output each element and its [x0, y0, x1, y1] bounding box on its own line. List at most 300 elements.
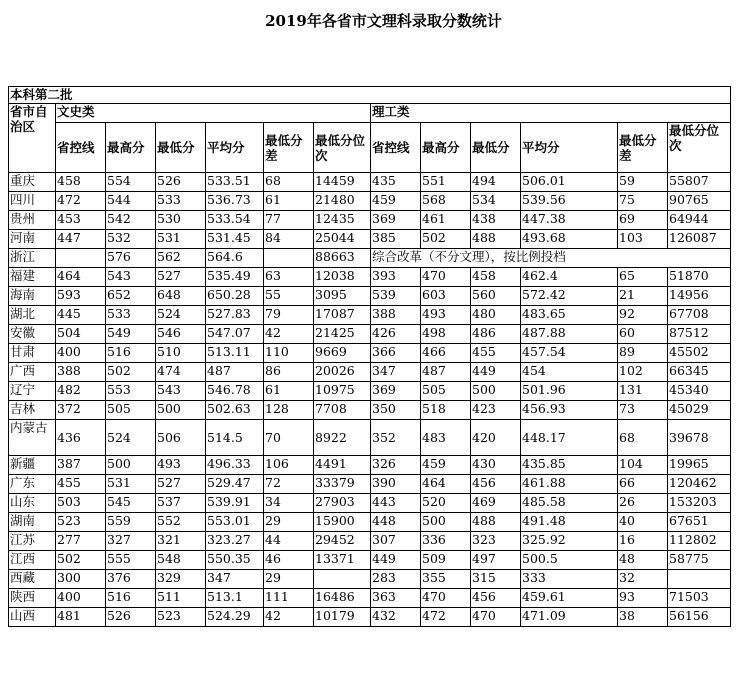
wen-cell: 44	[264, 532, 314, 551]
li-cell: 355	[421, 570, 471, 589]
wen-cell: 533.54	[206, 211, 264, 230]
li-min-header: 最低分	[471, 123, 521, 173]
wen-cell: 10179	[314, 608, 371, 627]
wen-cell: 329	[156, 570, 206, 589]
li-cell: 65	[618, 268, 668, 287]
li-cell: 60	[618, 325, 668, 344]
li-cell: 38	[618, 608, 668, 627]
table-row	[9, 532, 731, 551]
group-header-row	[9, 104, 731, 123]
li-cell: 68	[618, 420, 668, 456]
li-cell: 73	[618, 401, 668, 420]
li-cell: 454	[521, 363, 618, 382]
province-cell: 西藏	[9, 570, 56, 589]
li-cell: 336	[421, 532, 471, 551]
wen-cell: 531	[106, 475, 156, 494]
wen-cell: 111	[264, 589, 314, 608]
wen-cell: 300	[56, 570, 106, 589]
wen-cell	[264, 249, 314, 268]
wen-cell: 68	[264, 173, 314, 192]
wen-cell: 14459	[314, 173, 371, 192]
li-cell: 500	[421, 513, 471, 532]
wen-cell: 29	[264, 513, 314, 532]
li-cell: 498	[421, 325, 471, 344]
province-cell: 山东	[9, 494, 56, 513]
table-row	[9, 382, 731, 401]
li-cell: 120462	[668, 475, 731, 494]
wen-cell: 21425	[314, 325, 371, 344]
wen-cell: 500	[106, 456, 156, 475]
wen-cell: 576	[106, 249, 156, 268]
li-cell: 16	[618, 532, 668, 551]
li-cell: 420	[471, 420, 521, 456]
li-cell: 486	[471, 325, 521, 344]
li-cell: 456	[471, 589, 521, 608]
li-cell: 67708	[668, 306, 731, 325]
li-cell: 539	[371, 287, 421, 306]
li-cell: 45340	[668, 382, 731, 401]
li-cell: 483.65	[521, 306, 618, 325]
li-cell: 487	[421, 363, 471, 382]
province-cell: 江西	[9, 551, 56, 570]
wen-cell: 376	[106, 570, 156, 589]
province-cell: 内蒙古	[9, 420, 56, 456]
table-row	[9, 211, 731, 230]
wen-cell: 652	[106, 287, 156, 306]
wen-cell: 527	[156, 268, 206, 287]
li-cell: 457.54	[521, 344, 618, 363]
wen-cell: 42	[264, 608, 314, 627]
wen-cell: 327	[106, 532, 156, 551]
li-cell: 363	[371, 589, 421, 608]
li-cell: 366	[371, 344, 421, 363]
li-cell: 14956	[668, 287, 731, 306]
liberal-arts-header: 文史类	[56, 104, 371, 123]
reform-note-cell: 综合改革（不分文理），按比例投档	[371, 249, 731, 268]
wen-cell: 506	[156, 420, 206, 456]
li-cell: 471.09	[521, 608, 618, 627]
li-cell: 487.88	[521, 325, 618, 344]
wen-cell: 70	[264, 420, 314, 456]
wen-cell: 12435	[314, 211, 371, 230]
li-cell: 323	[471, 532, 521, 551]
table-row	[9, 570, 731, 589]
li-cell: 350	[371, 401, 421, 420]
wen-control-line-header: 省控线	[56, 123, 106, 173]
wen-cell: 61	[264, 192, 314, 211]
li-cell: 58775	[668, 551, 731, 570]
li-cell: 447.38	[521, 211, 618, 230]
wen-cell: 55	[264, 287, 314, 306]
li-cell: 438	[471, 211, 521, 230]
li-rank-header: 最低分位次	[668, 123, 731, 173]
li-cell: 102	[618, 363, 668, 382]
wen-cell: 544	[106, 192, 156, 211]
table-row	[9, 344, 731, 363]
li-cell: 385	[371, 230, 421, 249]
wen-cell: 388	[56, 363, 106, 382]
wen-cell: 524	[106, 420, 156, 456]
li-cell: 539.56	[521, 192, 618, 211]
wen-cell: 542	[106, 211, 156, 230]
li-cell: 449	[371, 551, 421, 570]
wen-cell: 514.5	[206, 420, 264, 456]
province-cell: 湖北	[9, 306, 56, 325]
li-cell: 326	[371, 456, 421, 475]
wen-cell: 8922	[314, 420, 371, 456]
wen-cell: 533.51	[206, 173, 264, 192]
table-row	[9, 551, 731, 570]
province-cell: 陕西	[9, 589, 56, 608]
wen-cell: 63	[264, 268, 314, 287]
li-cell: 66345	[668, 363, 731, 382]
li-cell: 430	[471, 456, 521, 475]
li-cell: 509	[421, 551, 471, 570]
li-cell: 520	[421, 494, 471, 513]
wen-cell: 27903	[314, 494, 371, 513]
wen-cell: 552	[156, 513, 206, 532]
wen-cell: 10975	[314, 382, 371, 401]
wen-cell: 46	[264, 551, 314, 570]
wen-cell: 545	[106, 494, 156, 513]
li-cell: 112802	[668, 532, 731, 551]
li-cell: 131	[618, 382, 668, 401]
wen-cell: 29452	[314, 532, 371, 551]
wen-cell: 493	[156, 456, 206, 475]
li-cell: 449	[471, 363, 521, 382]
li-cell: 56156	[668, 608, 731, 627]
li-cell: 488	[471, 230, 521, 249]
wen-cell: 555	[106, 551, 156, 570]
table-row	[9, 456, 731, 475]
table-row	[9, 192, 731, 211]
li-cell: 470	[421, 268, 471, 287]
wen-cell: 29	[264, 570, 314, 589]
li-cell: 443	[371, 494, 421, 513]
wen-avg-header: 平均分	[206, 123, 264, 173]
wen-cell: 559	[106, 513, 156, 532]
table-row	[9, 268, 731, 287]
table-row	[9, 230, 731, 249]
wen-cell: 505	[106, 401, 156, 420]
province-cell: 吉林	[9, 401, 56, 420]
li-cell: 455	[471, 344, 521, 363]
wen-cell: 650.28	[206, 287, 264, 306]
wen-cell: 510	[156, 344, 206, 363]
wen-cell: 88663	[314, 249, 371, 268]
wen-cell: 77	[264, 211, 314, 230]
li-cell: 89	[618, 344, 668, 363]
li-cell: 470	[421, 589, 471, 608]
li-cell: 333	[521, 570, 618, 589]
li-cell: 21	[618, 287, 668, 306]
li-cell: 307	[371, 532, 421, 551]
li-cell: 493.68	[521, 230, 618, 249]
column-header-row	[9, 123, 731, 173]
wen-cell: 9669	[314, 344, 371, 363]
li-cell: 461.88	[521, 475, 618, 494]
wen-cell: 531	[156, 230, 206, 249]
wen-cell: 128	[264, 401, 314, 420]
table-row	[9, 608, 731, 627]
wen-cell: 526	[106, 608, 156, 627]
wen-cell: 553.01	[206, 513, 264, 532]
li-cell: 456.93	[521, 401, 618, 420]
li-avg-header: 平均分	[521, 123, 618, 173]
li-cell: 153203	[668, 494, 731, 513]
li-cell	[668, 570, 731, 589]
wen-cell: 504	[56, 325, 106, 344]
wen-cell: 474	[156, 363, 206, 382]
wen-cell: 524.29	[206, 608, 264, 627]
li-cell: 423	[471, 401, 521, 420]
li-cell: 393	[371, 268, 421, 287]
wen-cell: 593	[56, 287, 106, 306]
li-cell: 67651	[668, 513, 731, 532]
li-cell: 87512	[668, 325, 731, 344]
wen-cell: 387	[56, 456, 106, 475]
table-row	[9, 401, 731, 420]
province-cell: 重庆	[9, 173, 56, 192]
wen-cell: 106	[264, 456, 314, 475]
li-cell: 518	[421, 401, 471, 420]
wen-cell: 648	[156, 287, 206, 306]
wen-cell: 487	[206, 363, 264, 382]
wen-cell: 500	[156, 401, 206, 420]
batch-label: 本科第二批	[9, 87, 731, 104]
wen-cell: 21480	[314, 192, 371, 211]
wen-cell: 526	[156, 173, 206, 192]
wen-cell: 531.45	[206, 230, 264, 249]
li-cell: 93	[618, 589, 668, 608]
li-cell: 69	[618, 211, 668, 230]
li-cell: 45029	[668, 401, 731, 420]
table-row	[9, 475, 731, 494]
li-cell: 464	[421, 475, 471, 494]
li-cell: 435	[371, 173, 421, 192]
province-column-header: 省市自治区	[9, 104, 56, 173]
wen-cell: 445	[56, 306, 106, 325]
li-cell: 64944	[668, 211, 731, 230]
wen-cell: 513.1	[206, 589, 264, 608]
wen-cell: 86	[264, 363, 314, 382]
province-cell: 河南	[9, 230, 56, 249]
li-cell: 59	[618, 173, 668, 192]
table-row	[9, 173, 731, 192]
science-header: 理工类	[371, 104, 731, 123]
wen-cell: 16486	[314, 589, 371, 608]
wen-cell: 548	[156, 551, 206, 570]
table-row	[9, 420, 731, 456]
li-cell: 369	[371, 382, 421, 401]
li-cell: 480	[471, 306, 521, 325]
wen-cell	[314, 570, 371, 589]
li-cell: 502	[421, 230, 471, 249]
wen-cell: 61	[264, 382, 314, 401]
li-cell: 497	[471, 551, 521, 570]
wen-cell: 503	[56, 494, 106, 513]
wen-cell: 400	[56, 344, 106, 363]
wen-cell: 502	[106, 363, 156, 382]
li-cell: 51870	[668, 268, 731, 287]
wen-cell: 42	[264, 325, 314, 344]
wen-cell: 12038	[314, 268, 371, 287]
wen-cell: 20026	[314, 363, 371, 382]
li-cell: 500.5	[521, 551, 618, 570]
li-cell: 315	[471, 570, 521, 589]
wen-cell: 33379	[314, 475, 371, 494]
wen-cell: 34	[264, 494, 314, 513]
li-cell: 459	[421, 456, 471, 475]
wen-cell: 84	[264, 230, 314, 249]
li-cell: 488	[471, 513, 521, 532]
wen-cell: 530	[156, 211, 206, 230]
li-cell: 560	[471, 287, 521, 306]
li-cell: 432	[371, 608, 421, 627]
province-cell: 广西	[9, 363, 56, 382]
province-cell: 安徽	[9, 325, 56, 344]
li-cell: 458	[471, 268, 521, 287]
li-cell: 347	[371, 363, 421, 382]
wen-cell: 554	[106, 173, 156, 192]
table-row	[9, 494, 731, 513]
province-cell: 浙江	[9, 249, 56, 268]
li-cell: 462.4	[521, 268, 618, 287]
wen-cell: 524	[156, 306, 206, 325]
li-cell: 501.96	[521, 382, 618, 401]
wen-cell: 527.83	[206, 306, 264, 325]
province-cell: 贵州	[9, 211, 56, 230]
province-cell: 山西	[9, 608, 56, 627]
table-row	[9, 287, 731, 306]
province-cell: 甘肃	[9, 344, 56, 363]
li-cell: 390	[371, 475, 421, 494]
wen-cell: 79	[264, 306, 314, 325]
table-row	[9, 589, 731, 608]
li-control-line-header: 省控线	[371, 123, 421, 173]
wen-min-header: 最低分	[156, 123, 206, 173]
province-cell: 新疆	[9, 456, 56, 475]
wen-cell: 516	[106, 344, 156, 363]
li-cell: 534	[471, 192, 521, 211]
wen-cell: 502.63	[206, 401, 264, 420]
li-cell: 19965	[668, 456, 731, 475]
wen-cell: 436	[56, 420, 106, 456]
li-max-header: 最高分	[421, 123, 471, 173]
li-cell: 45502	[668, 344, 731, 363]
wen-cell: 482	[56, 382, 106, 401]
wen-cell: 535.49	[206, 268, 264, 287]
wen-cell: 321	[156, 532, 206, 551]
li-cell: 500	[471, 382, 521, 401]
li-cell: 32	[618, 570, 668, 589]
li-cell: 325.92	[521, 532, 618, 551]
li-cell: 92	[618, 306, 668, 325]
li-cell: 485.58	[521, 494, 618, 513]
li-cell: 369	[371, 211, 421, 230]
province-cell: 广东	[9, 475, 56, 494]
li-cell: 568	[421, 192, 471, 211]
wen-cell: 17087	[314, 306, 371, 325]
wen-cell: 529.47	[206, 475, 264, 494]
wen-cell: 447	[56, 230, 106, 249]
wen-cell: 464	[56, 268, 106, 287]
table-row	[9, 306, 731, 325]
li-cell: 388	[371, 306, 421, 325]
wen-cell: 323.27	[206, 532, 264, 551]
wen-cell: 400	[56, 589, 106, 608]
li-cell: 505	[421, 382, 471, 401]
wen-cell: 372	[56, 401, 106, 420]
province-cell: 四川	[9, 192, 56, 211]
wen-cell: 543	[106, 268, 156, 287]
li-cell: 603	[421, 287, 471, 306]
li-cell: 66	[618, 475, 668, 494]
li-cell: 456	[471, 475, 521, 494]
li-cell: 126087	[668, 230, 731, 249]
wen-cell	[56, 249, 106, 268]
wen-cell: 472	[56, 192, 106, 211]
province-cell: 湖南	[9, 513, 56, 532]
table-row	[9, 325, 731, 344]
li-diff-header: 最低分差	[618, 123, 668, 173]
wen-cell: 72	[264, 475, 314, 494]
province-cell: 江苏	[9, 532, 56, 551]
wen-cell: 533	[106, 306, 156, 325]
wen-cell: 523	[56, 513, 106, 532]
li-cell: 104	[618, 456, 668, 475]
province-cell: 辽宁	[9, 382, 56, 401]
wen-cell: 547.07	[206, 325, 264, 344]
li-cell: 352	[371, 420, 421, 456]
wen-cell: 532	[106, 230, 156, 249]
li-cell: 448	[371, 513, 421, 532]
li-cell: 472	[421, 608, 471, 627]
li-cell: 493	[421, 306, 471, 325]
li-cell: 71503	[668, 589, 731, 608]
table-row	[9, 513, 731, 532]
wen-diff-header: 最低分差	[264, 123, 314, 173]
wen-cell: 536.73	[206, 192, 264, 211]
wen-cell: 543	[156, 382, 206, 401]
li-cell: 459.61	[521, 589, 618, 608]
wen-cell: 550.35	[206, 551, 264, 570]
li-cell: 90765	[668, 192, 731, 211]
wen-cell: 553	[106, 382, 156, 401]
wen-cell: 13371	[314, 551, 371, 570]
li-cell: 103	[618, 230, 668, 249]
li-cell: 426	[371, 325, 421, 344]
wen-cell: 3095	[314, 287, 371, 306]
wen-cell: 453	[56, 211, 106, 230]
li-cell: 55807	[668, 173, 731, 192]
wen-cell: 513.11	[206, 344, 264, 363]
li-cell: 491.48	[521, 513, 618, 532]
li-cell: 506.01	[521, 173, 618, 192]
province-cell: 福建	[9, 268, 56, 287]
li-cell: 448.17	[521, 420, 618, 456]
wen-cell: 546.78	[206, 382, 264, 401]
table-row	[9, 363, 731, 382]
li-cell: 572.42	[521, 287, 618, 306]
wen-cell: 564.6	[206, 249, 264, 268]
wen-cell: 458	[56, 173, 106, 192]
wen-cell: 546	[156, 325, 206, 344]
li-cell: 461	[421, 211, 471, 230]
wen-max-header: 最高分	[106, 123, 156, 173]
wen-cell: 15900	[314, 513, 371, 532]
page-title: 2019年各省市文理科录取分数统计	[265, 12, 502, 30]
